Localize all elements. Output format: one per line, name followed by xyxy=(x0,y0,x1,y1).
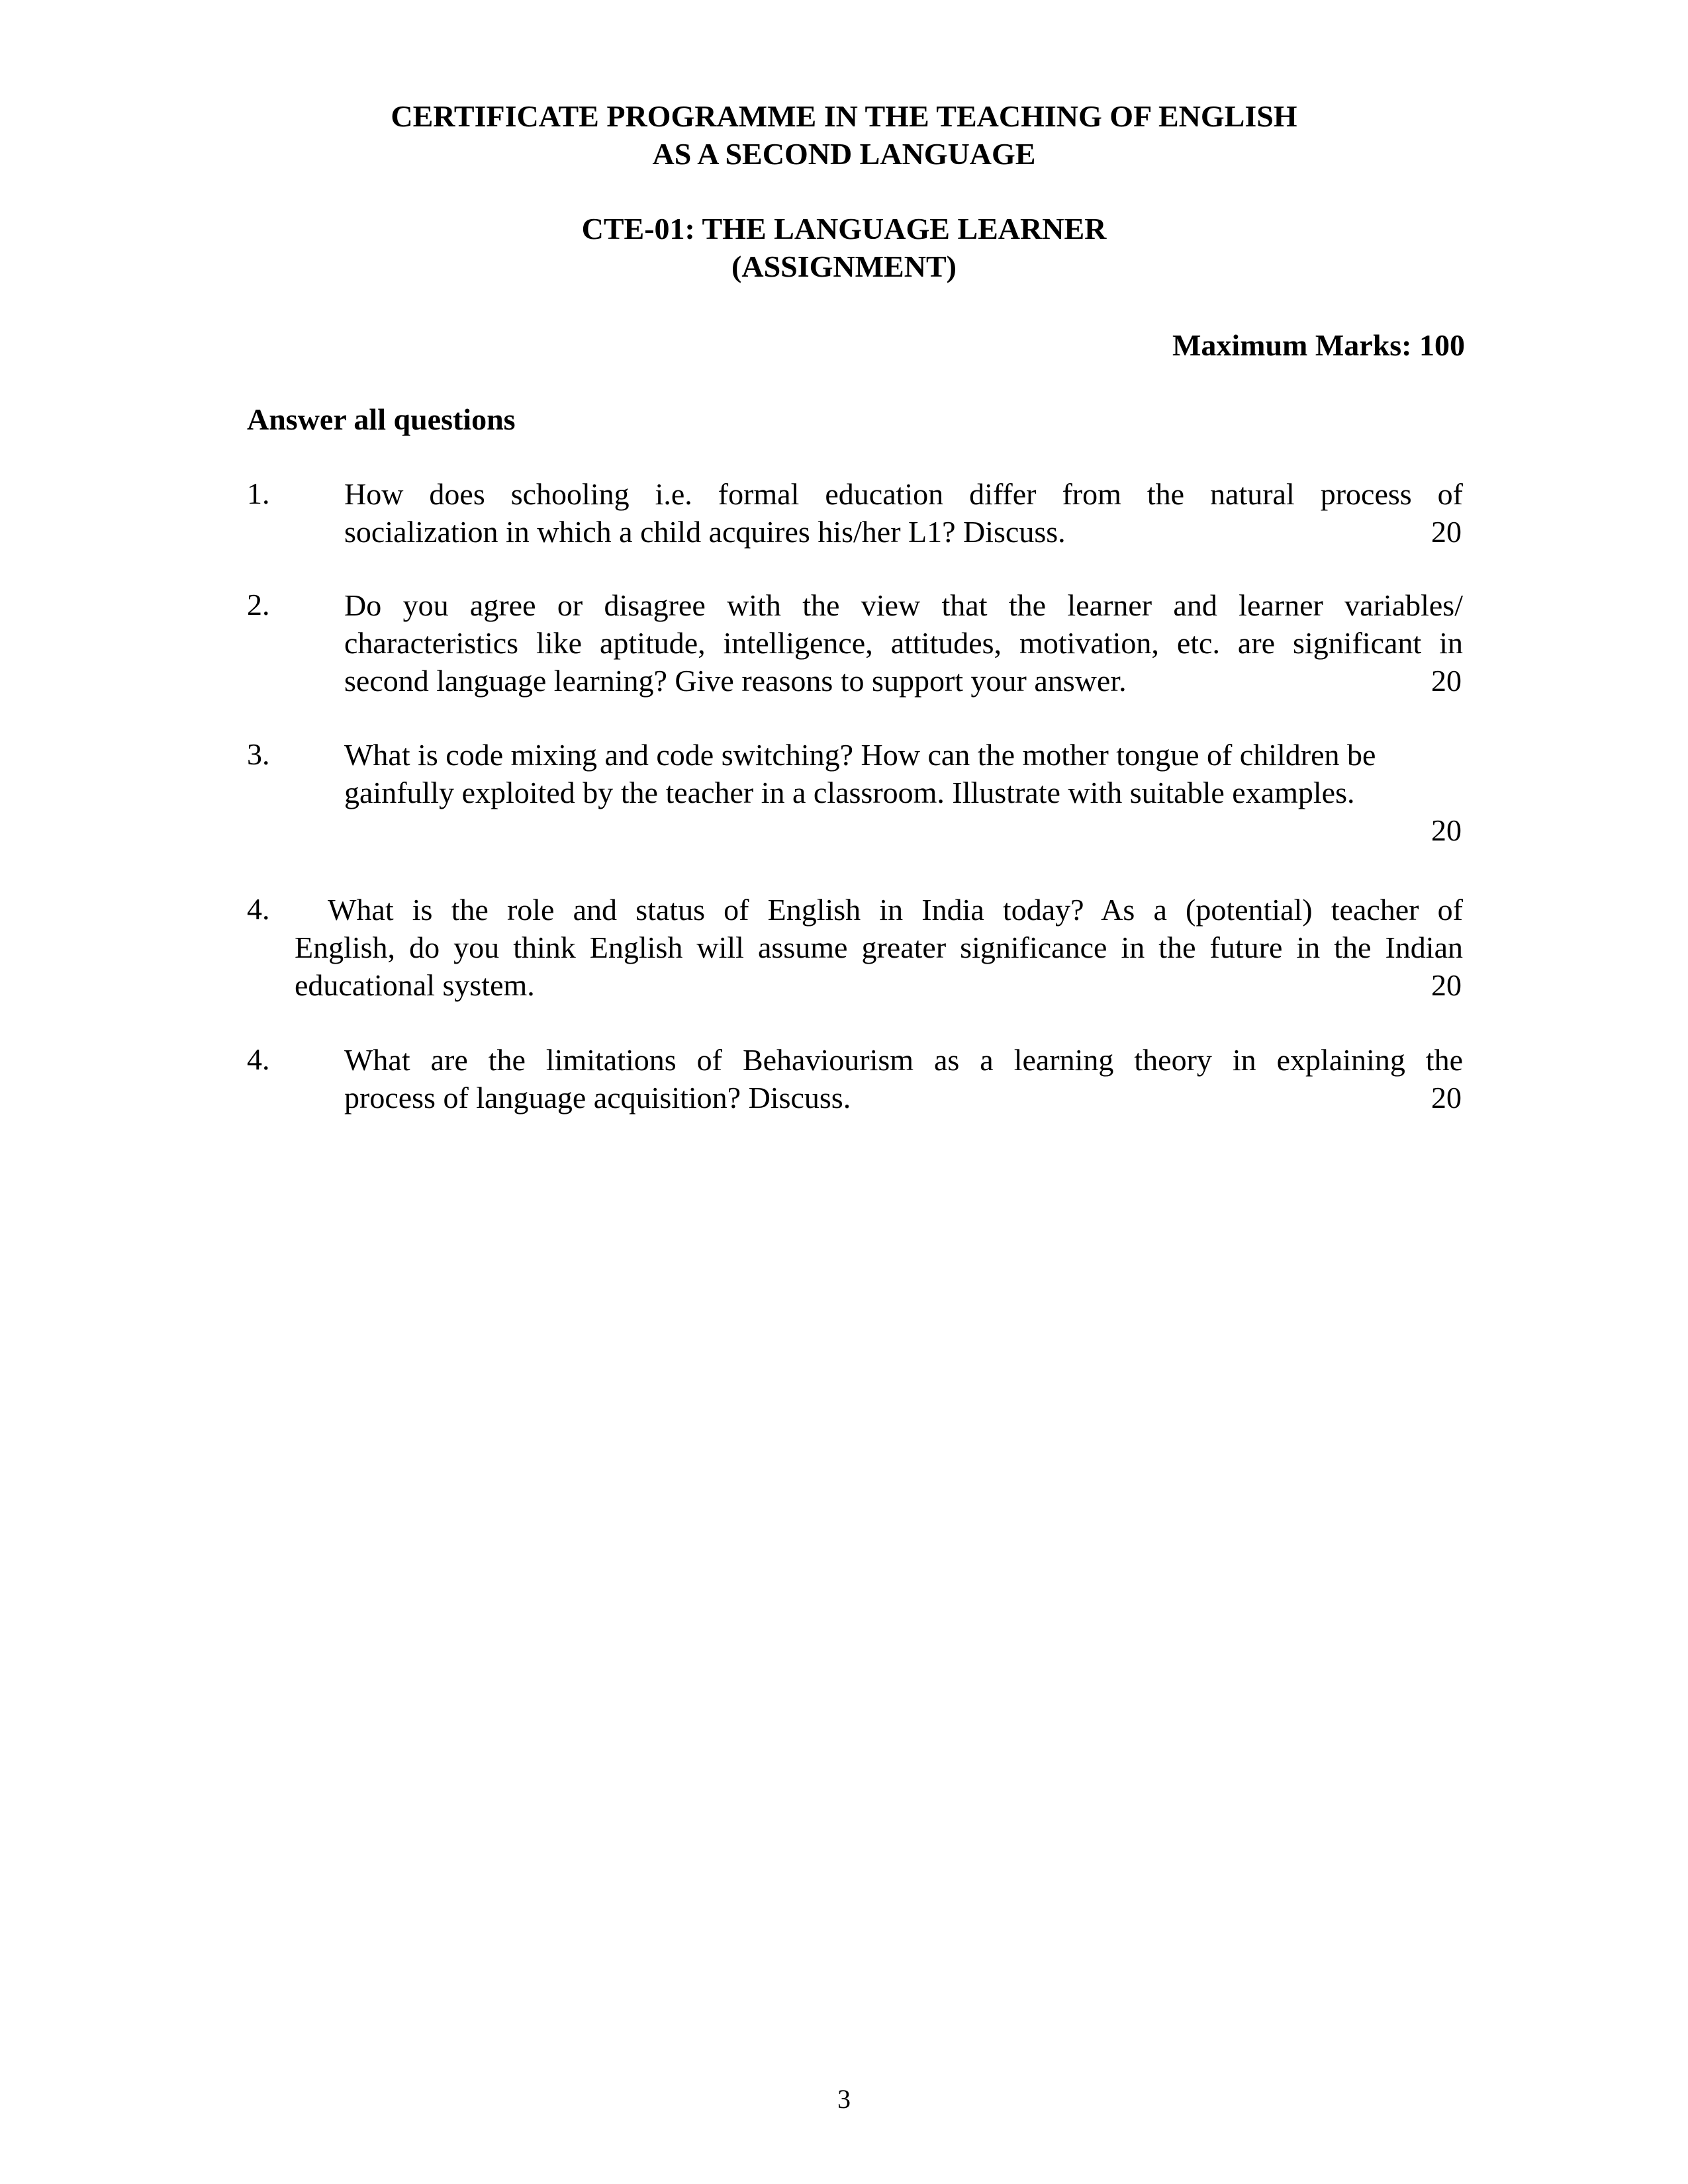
page-number: 3 xyxy=(837,2084,851,2114)
question-number: 4. xyxy=(247,1042,270,1076)
question-line: What is code mixing and code switching? How can the mother tongue of children be xyxy=(344,738,1376,772)
question-marks: 20 xyxy=(1431,1081,1462,1115)
question-line: What are the limitations of Behaviourism as a learning theory in explaining the xyxy=(344,1043,1463,1077)
question-line: socialization in which a child acquires his/her L1? Discuss. xyxy=(344,515,1066,549)
question-text xyxy=(344,475,1463,551)
question-line: English, do you think English will assume greater significance in the future in the Indian xyxy=(295,931,1463,964)
question-text xyxy=(344,586,1463,700)
question-line: second language learning? Give reasons to support your answer. xyxy=(344,664,1127,698)
question-text xyxy=(344,736,1463,811)
assignment-label: (ASSIGNMENT) xyxy=(731,250,957,283)
question-line: What is the role and status of English in India today? As a (potential) teacher of xyxy=(328,893,1463,927)
question-line: educational system. xyxy=(295,968,535,1002)
question-number: 2. xyxy=(247,588,270,621)
question-line: Do you agree or disagree with the view that the learner and learner variables/ xyxy=(344,588,1463,622)
question-marks: 20 xyxy=(1431,515,1462,549)
question-marks: 20 xyxy=(1431,813,1462,847)
question-line: How does schooling i.e. formal education differ from the natural process of xyxy=(344,477,1463,511)
instructions: Answer all questions xyxy=(247,402,516,436)
question-line: gainfully exploited by the teacher in a classroom. Illustrate with suitable examples. xyxy=(344,776,1355,809)
question-text xyxy=(295,891,1463,1004)
programme-title-line-1: CERTIFICATE PROGRAMME IN THE TEACHING OF ENGLISH xyxy=(391,99,1297,133)
question-marks: 20 xyxy=(1431,664,1462,698)
question-line: process of language acquisition? Discuss. xyxy=(344,1081,851,1115)
question-number: 1. xyxy=(247,477,270,510)
question-line: characteristics like aptitude, intelligence, attitudes, motivation, etc. are significant in xyxy=(344,626,1463,660)
question-marks: 20 xyxy=(1431,968,1462,1002)
question-number: 4. xyxy=(247,892,270,926)
programme-title-line-2: AS A SECOND LANGUAGE xyxy=(652,137,1036,171)
question-text xyxy=(344,1041,1463,1116)
maximum-marks: Maximum Marks: 100 xyxy=(1172,328,1465,362)
question-number: 3. xyxy=(247,737,270,771)
course-title: CTE-01: THE LANGUAGE LEARNER xyxy=(581,212,1107,246)
